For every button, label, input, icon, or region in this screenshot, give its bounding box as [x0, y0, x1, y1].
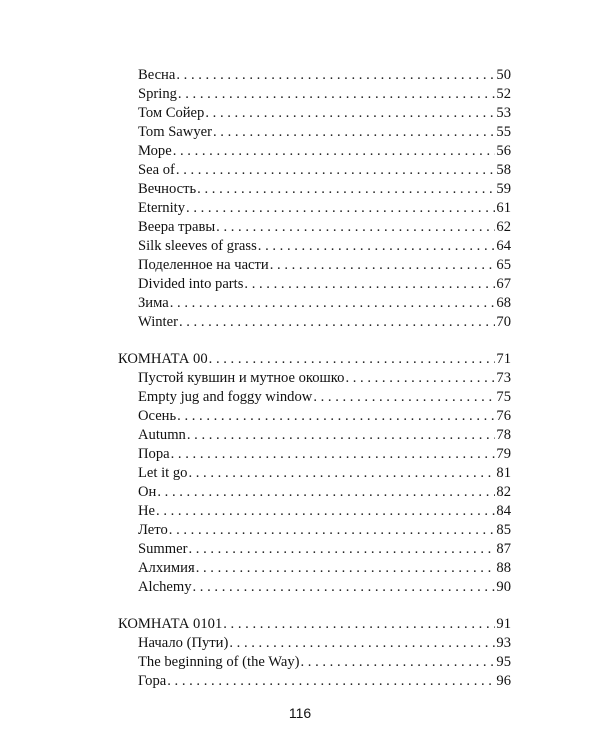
toc-section-heading — [118, 350, 511, 369]
toc-leader — [157, 483, 495, 502]
toc-entry — [138, 653, 511, 672]
toc-page: 76 — [496, 408, 511, 424]
toc-leader — [179, 313, 495, 332]
toc-page: 71 — [496, 351, 511, 367]
toc-leader — [244, 275, 495, 294]
toc-entry — [138, 85, 511, 104]
toc-leader — [313, 388, 495, 407]
toc-leader — [197, 180, 495, 199]
toc-title: Веера травы — [138, 219, 216, 235]
toc-leader — [229, 634, 495, 653]
toc-page: 82 — [496, 484, 511, 500]
toc-title: Гора — [138, 673, 167, 689]
toc-title: Поделенное на части — [138, 257, 269, 273]
toc-entry — [138, 559, 511, 578]
toc-page: 85 — [496, 522, 511, 538]
toc-page: 59 — [496, 181, 511, 197]
toc-title: Eternity — [138, 200, 186, 216]
toc-leader — [223, 615, 495, 634]
toc-leader — [258, 237, 496, 256]
toc-page: 52 — [496, 86, 511, 102]
toc-leader — [176, 161, 496, 180]
toc-leader — [178, 85, 495, 104]
toc-leader — [176, 66, 495, 85]
toc-leader — [300, 653, 495, 672]
toc-title: Let it go — [138, 465, 188, 481]
toc-page: 58 — [496, 162, 511, 178]
toc-title: Sea of — [138, 162, 175, 178]
toc-page: 56 — [496, 143, 511, 159]
toc-title: The beginning of (the Way) — [138, 654, 300, 670]
toc-leader — [213, 123, 495, 142]
toc-title: Spring — [138, 86, 177, 102]
toc-leader — [156, 502, 495, 521]
toc-title: Начало (Пути) — [138, 635, 229, 651]
toc-page: 64 — [496, 238, 511, 254]
toc-leader — [216, 218, 495, 237]
toc-leader — [188, 540, 495, 559]
toc-leader — [170, 294, 496, 313]
toc-entry — [138, 180, 511, 199]
toc-section-title: КОМНАТА 0101 — [118, 616, 223, 632]
toc-page: 87 — [496, 541, 511, 557]
toc-entry — [138, 199, 511, 218]
toc-title: Вечность — [138, 181, 197, 197]
toc-title: Divided into parts — [138, 276, 244, 292]
toc-title: Пустой кувшин и мутное окошко — [138, 370, 345, 386]
toc-page: 65 — [496, 257, 511, 273]
toc-entry — [138, 275, 511, 294]
toc-leader — [169, 521, 496, 540]
toc-leader — [205, 104, 495, 123]
toc-entry — [138, 294, 511, 313]
toc-title: Лето — [138, 522, 168, 538]
toc-page: 95 — [496, 654, 511, 670]
toc-entry — [138, 104, 511, 123]
toc-page: 62 — [496, 219, 511, 235]
toc-entry — [138, 464, 511, 483]
toc-entry — [138, 313, 511, 332]
toc-section-heading — [118, 615, 511, 634]
toc-page: 84 — [496, 503, 511, 519]
toc-entry — [138, 521, 511, 540]
toc-title: Summer — [138, 541, 188, 557]
toc-title: Осень — [138, 408, 177, 424]
toc-title: Алхимия — [138, 560, 195, 576]
toc-entry — [138, 445, 511, 464]
toc-entry — [138, 388, 511, 407]
toc-page: 53 — [496, 105, 511, 121]
toc-entry — [138, 123, 511, 142]
toc-entry — [138, 161, 511, 180]
toc-section-title: КОМНАТА 00 — [118, 351, 208, 367]
toc-page: 73 — [496, 370, 511, 386]
toc-entry — [138, 218, 511, 237]
toc-entry — [138, 634, 511, 653]
toc-leader — [209, 350, 496, 369]
toc-title: Море — [138, 143, 172, 159]
toc-page: 55 — [496, 124, 511, 140]
toc-leader — [345, 369, 495, 388]
toc-title: Autumn — [138, 427, 186, 443]
toc-page: 90 — [496, 579, 511, 595]
toc-page: 96 — [496, 673, 511, 689]
toc-leader — [196, 559, 496, 578]
toc-entry — [138, 483, 511, 502]
toc-page: 93 — [496, 635, 511, 651]
toc-title: Том Сойер — [138, 105, 205, 121]
toc-entry — [138, 426, 511, 445]
toc-page: 67 — [496, 276, 511, 292]
toc-title: Empty jug and foggy window — [138, 389, 313, 405]
toc-entry — [138, 502, 511, 521]
toc-leader — [173, 142, 496, 161]
toc-entry — [138, 407, 511, 426]
toc-leader — [177, 407, 495, 426]
toc-title: Он — [138, 484, 157, 500]
toc-title: Пора — [138, 446, 170, 462]
toc-page: 68 — [496, 295, 511, 311]
toc-entry — [138, 672, 511, 691]
toc-title: Не — [138, 503, 156, 519]
toc-entry — [138, 540, 511, 559]
toc-entry — [138, 66, 511, 85]
toc-entry — [138, 256, 511, 275]
toc-title: Silk sleeves of grass — [138, 238, 257, 254]
toc-leader — [167, 672, 495, 691]
toc-leader — [270, 256, 496, 275]
toc-title: Winter — [138, 314, 178, 330]
toc-page: 91 — [496, 616, 511, 632]
toc-leader — [186, 199, 495, 218]
page-number: 116 — [288, 705, 312, 721]
toc-entry — [138, 237, 511, 256]
toc-page: 75 — [496, 389, 511, 405]
toc-page: 50 — [496, 67, 511, 83]
toc-leader — [193, 578, 496, 597]
toc-page: 78 — [496, 427, 511, 443]
toc-page: 88 — [496, 560, 511, 576]
toc-title: Зима — [138, 295, 169, 311]
toc-title: Tom Sawyer — [138, 124, 212, 140]
toc-page: 70 — [496, 314, 511, 330]
toc-leader — [188, 464, 495, 483]
toc-title: Весна — [138, 67, 176, 83]
toc-leader — [187, 426, 496, 445]
toc-entry — [138, 578, 511, 597]
toc-entry — [138, 142, 511, 161]
toc-entry — [138, 369, 511, 388]
toc-page: 61 — [496, 200, 511, 216]
toc-title: Alchemy — [138, 579, 192, 595]
toc-page: 81 — [496, 465, 511, 481]
toc-leader — [171, 445, 496, 464]
toc-page: 79 — [496, 446, 511, 462]
